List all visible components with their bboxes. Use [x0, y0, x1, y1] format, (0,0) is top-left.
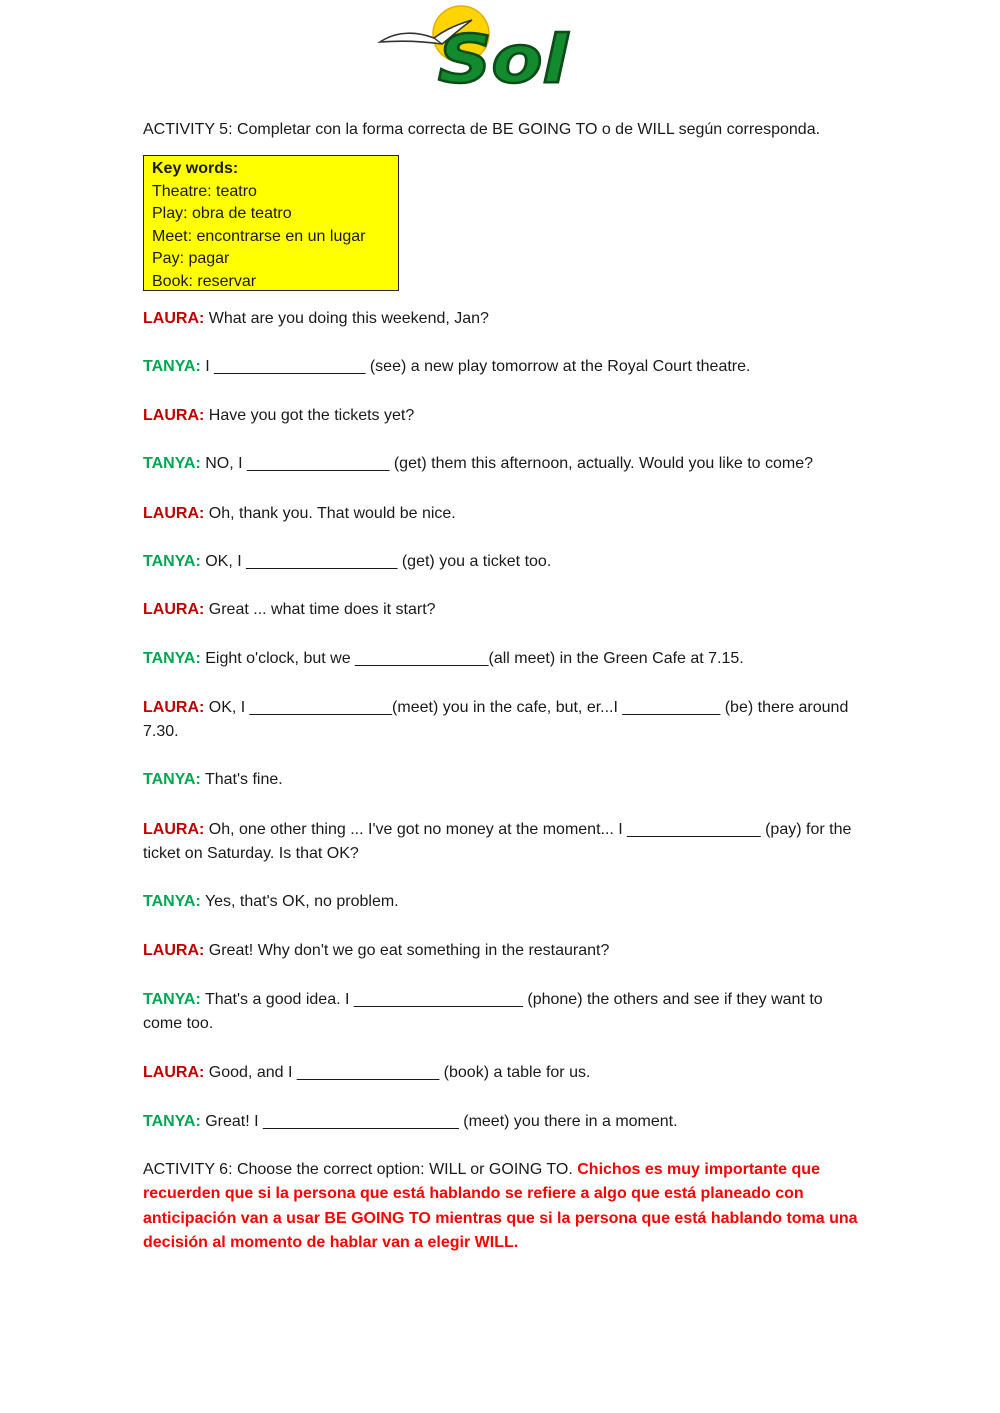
speaker-laura: LAURA: [143, 601, 205, 618]
key-word-item: Book: reservar [152, 272, 257, 290]
speaker-laura: LAURA: [143, 1064, 205, 1081]
dialogue-text: Yes, that's OK, no problem. [204, 893, 399, 910]
dialogue-line [143, 598, 863, 622]
dialogue-text: Have you got the tickets yet? [208, 407, 415, 424]
key-words-box [143, 155, 399, 291]
key-word-item: Pay: pagar [152, 250, 230, 267]
dialogue-line [143, 818, 863, 866]
key-word-item: Meet: encontrarse en un lugar [152, 227, 366, 245]
dialogue-text: Eight o'clock, but we _______________(all meet) in the Green Cafe at 7.15. [205, 650, 744, 667]
speaker-tanya: TANYA: [143, 455, 201, 472]
dialogue-text: Great! I ______________________ (meet) you there in a moment. [205, 1113, 678, 1130]
speaker-tanya: TANYA: [143, 358, 201, 375]
dialogue-line [143, 647, 863, 671]
dialogue-text: Great! Why don't we go eat something in the restaurant? [208, 942, 610, 959]
dialogue-line [143, 890, 863, 914]
activity-5-instruction: ACTIVITY 5: Completar con la forma correcta de BE GOING TO o de WILL según corresponda. [143, 121, 821, 138]
speaker-laura: LAURA: [143, 942, 205, 959]
speaker-tanya: TANYA: [143, 650, 201, 667]
key-word-item: Play: obra de teatro [152, 205, 292, 222]
speaker-laura: LAURA: [143, 310, 205, 327]
dialogue-text: Good, and I ________________ (book) a table for us. [208, 1064, 591, 1081]
speaker-laura: LAURA: [143, 505, 205, 522]
dialogue-line [143, 404, 863, 428]
activity-6 [143, 1158, 863, 1255]
dialogue-line [143, 1061, 863, 1085]
dialogue-line [143, 502, 863, 526]
logo-text: Sol [438, 21, 570, 94]
activity-6-note: Chichos es muy importante que recuerden que si la persona que está hablando se refiere a algo que está planeado con anticipación van a usar BE GOING TO mientras que si la persona que está hablando toma una decisión al momento de hablar van a elegir WILL. [143, 1161, 858, 1251]
dialogue-text: NO, I ________________ (get) them this afternoon, actually. Would you like to come? [205, 455, 814, 472]
dialogue-text: Oh, one other thing ... I've got no money at the moment... I _______________ (pay) for the ticket on Saturday. Is that OK? [143, 821, 852, 862]
dialogue-text: OK, I ________________(meet) you in the cafe, but, er...I ___________ (be) there around 7.30. [143, 699, 849, 740]
dialogue-line [143, 696, 863, 744]
speaker-tanya: TANYA: [143, 553, 201, 570]
speaker-laura: LAURA: [143, 821, 205, 838]
dialogue-line [143, 988, 863, 1036]
dialogue-line [143, 768, 863, 792]
dialogue-line [143, 307, 863, 331]
dialogue-text: What are you doing this weekend, Jan? [208, 310, 489, 327]
speaker-tanya: TANYA: [143, 893, 201, 910]
dialogue-text: That's fine. [204, 771, 283, 788]
dialogue-line [143, 1110, 863, 1134]
speaker-laura: LAURA: [143, 407, 205, 424]
speaker-laura: LAURA: [143, 699, 205, 716]
dialogue-text: Great ... what time does it start? [208, 601, 436, 618]
dialogue-line [143, 550, 863, 574]
dialogue-line [143, 355, 863, 379]
sol-logo [376, 2, 576, 94]
dialogue-text: OK, I _________________ (get) you a ticket too. [205, 553, 552, 570]
dialogue-text: That's a good idea. I ___________________ (phone) the others and see if they want to come too. [143, 991, 823, 1032]
key-words-title: Key words: [152, 160, 239, 177]
dialogue-text: Oh, thank you. That would be nice. [208, 505, 456, 522]
activity-6-instruction: ACTIVITY 6: Choose the correct option: WILL or GOING TO. [143, 1161, 573, 1178]
speaker-tanya: TANYA: [143, 771, 201, 788]
speaker-tanya: TANYA: [143, 991, 201, 1008]
speaker-tanya: TANYA: [143, 1113, 201, 1130]
dialogue-text: I _________________ (see) a new play tomorrow at the Royal Court theatre. [205, 358, 751, 375]
dialogue-line [143, 939, 863, 963]
key-word-item: Theatre: teatro [152, 182, 257, 200]
dialogue-line [143, 452, 863, 476]
